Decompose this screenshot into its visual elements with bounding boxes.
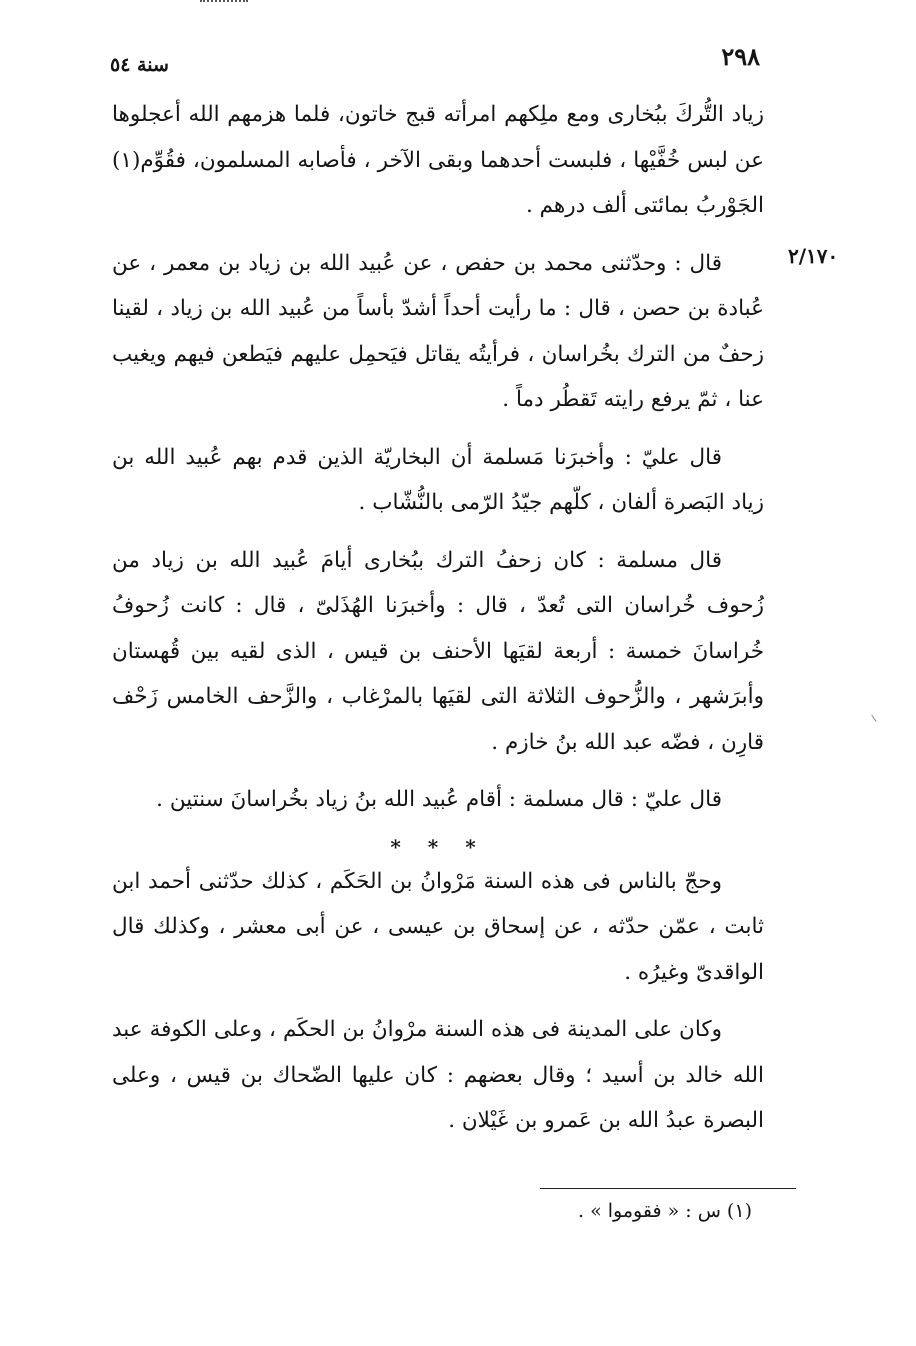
paragraph: قال عليّ : قال مسلمة : أقام عُبيد الله بنُ زياد بخُراسانَ سنتين . <box>156 787 722 812</box>
paragraph: زياد التُّركَ ببُخارى ومع ملِكهم امرأته قبج خاتون، فلما هزمهم الله أعجلوها عن لبس خُفَّيْها ، فلبست أحدهما وبقى الآخر ، فأصابه المسلمون، فقُوِّم(١) الجَوْربُ بمائتى ألف درهم . <box>112 102 764 218</box>
section-separator: * * * <box>390 834 486 859</box>
footnote: (١) س : « فقوموا » . <box>578 1200 752 1222</box>
paragraph: وحجّ بالناس فى هذه السنة مَرْوانُ بن الحَكَم ، كذلك حدّثنى أحمد ابن ثابت ، عمّن حدّثه ، عن إسحاق بن عيسى ، عن أبى معشر ، وكذلك قال الواقدىّ وغيرُه . <box>112 868 764 985</box>
margin-reference: ٢/١٧٠ <box>788 244 839 268</box>
page-number: ٢٩٨ <box>721 42 760 71</box>
scan-artifact <box>200 0 248 6</box>
paragraph: قال : وحدّثنى محمد بن حفص ، عن عُبيد الله بن زياد بن معمر ، عن عُبادة بن حصن ، قال : ما رأيت أحداً أشدّ بأساً من عُبيد الله بن زياد ، لقينا زحفٌ من الترك بخُراسان ، فرأيتُه يقاتل فيَحمِل عليهم فيَطعن فيهم ويغيب عنا ، ثمّ يرفع رايته تَقطُر دماً . <box>112 250 764 412</box>
paragraph: وكان على المدينة فى هذه السنة مرْوانُ بن الحكَم ، وعلى الكوفة عبد الله خالد بن أسيد ؛ وقال بعضهم : كان عليها الضّحاك بن قيس ، وعلى البصرة عبدُ الله بن عَمرو بن غَيْلان . <box>112 1017 764 1133</box>
year-label: سنة ٥٤ <box>110 54 169 76</box>
margin-mark <box>866 715 876 726</box>
paragraph: قال مسلمة : كان زحفُ الترك ببُخارى أيامَ عُبيد الله بن زياد من زُحوف خُراسان التى تُعدّ ، قال : وأخبرَنا الهُذَلىّ ، قال : كانت زُحوفُ خُراسانَ خمسة : أربعة لقيَها الأحنف بن قيس ، الذى لقيه بين قُهستان وأبرَشهر ، والزُّحوف الثلاثة التى لقيَها بالمرْغاب ، والزَّحف الخامس زَحْف قارِن ، فضّه عبد الله بنُ خازم . <box>112 547 764 755</box>
paragraph: قال عليّ : وأخبرَنا مَسلمة أن البخاريّة الذين قدم بهم عُبيد الله بن زياد البَصرة ألفان ، كلّهم جيّدُ الرّمى بالنُّشّاب . <box>112 444 764 515</box>
page-header <box>110 42 760 82</box>
main-text <box>112 92 764 1156</box>
footnote-divider <box>540 1188 796 1189</box>
